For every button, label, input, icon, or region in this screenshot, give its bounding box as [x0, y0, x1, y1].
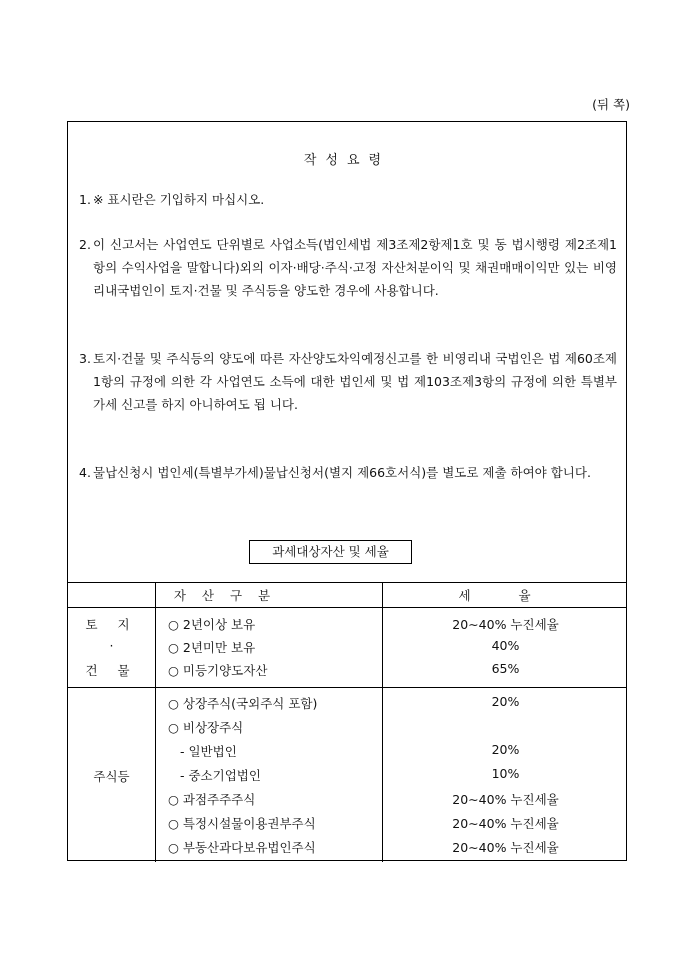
header-rate: 세 율 [458, 588, 553, 603]
table-row-rate: 20∼40% 누진세율 [452, 792, 559, 807]
table-row-rate: 20% [491, 694, 520, 709]
building-label: 건 물 [85, 663, 138, 678]
table-row-rate: 20∼40% 누진세율 [452, 840, 559, 855]
table-row-item: ○ 과점주주주식 [168, 792, 256, 807]
table-row-rate: 20∼40% 누진세율 [452, 617, 559, 632]
table-row-rate: 10% [491, 766, 520, 781]
table-row-rate: 20% [491, 742, 520, 757]
table-header-border [68, 607, 626, 608]
table-row-item: - 중소기업법인 [180, 768, 261, 783]
note-1 [79, 188, 617, 211]
page-side-label: (뒤 쪽) [592, 97, 630, 112]
stock-label: 주식등 [93, 769, 130, 784]
note-number: 2. [79, 237, 91, 252]
table-row-item: ○ 2년이상 보유 [168, 617, 256, 632]
table-row-rate: 65% [491, 661, 520, 676]
table-row-rate: 20∼40% 누진세율 [452, 816, 559, 831]
note-2 [79, 233, 617, 302]
guide-heading: 작성요령 [303, 153, 391, 168]
table-top-border [68, 582, 626, 583]
table-row-item: ○ 특정시설물이용권부주식 [168, 816, 316, 831]
table-row-item: - 일반법인 [180, 744, 237, 759]
note-text: 이 신고서는 사업연도 단위별로 사업소득(법인세법 제3조제2항제1호 및 동 법시행령 제2조제1항의 수익사업을 말합니다)외의 이자·배당·주식·고정 자산처분이익 및 채권매매이익만 있는 비영리내국법인이 토지·건물 및 주식등을 양도한 경우에 사용합니다. [93, 237, 617, 298]
table-row-item: ○ 2년미만 보유 [168, 640, 256, 655]
note-4 [79, 461, 617, 484]
land-label: 토 지 [85, 617, 138, 632]
note-3 [79, 347, 617, 416]
table-row-item: ○ 미등기양도자산 [168, 663, 268, 678]
tax-table-title: 과세대상자산 및 세율 [249, 540, 412, 564]
table-col-divider-1 [155, 582, 156, 862]
note-text: ※ 표시란은 기입하지 마십시오. [93, 192, 265, 207]
note-number: 1. [79, 192, 91, 207]
table-row-item: ○ 비상장주식 [168, 720, 244, 735]
table-row-rate: 40% [491, 638, 520, 653]
note-text: 물납신청시 법인세(특별부가세)물납신청서(별지 제66호서식)를 별도로 제출 하여야 합니다. [93, 465, 591, 480]
table-row-item: ○ 상장주식(국외주식 포함) [168, 696, 318, 711]
header-asset: 자 산 구 분 [173, 588, 277, 603]
note-number: 4. [79, 465, 91, 480]
table-group-divider [68, 687, 626, 688]
instructions-form [67, 121, 627, 861]
note-number: 3. [79, 351, 91, 366]
land-label-dot: · [109, 638, 114, 653]
table-row-item: ○ 부동산과다보유법인주식 [168, 840, 316, 855]
note-text: 토지·건물 및 주식등의 양도에 따른 자산양도차익예정신고를 한 비영리내 국법인은 법 제60조제1항의 규정에 의한 각 사업연도 소득에 대한 법인세 및 법 제103조제3항의 규정에 의한 특별부가세 신고를 하지 아니하여도 됩 니다. [93, 351, 617, 412]
